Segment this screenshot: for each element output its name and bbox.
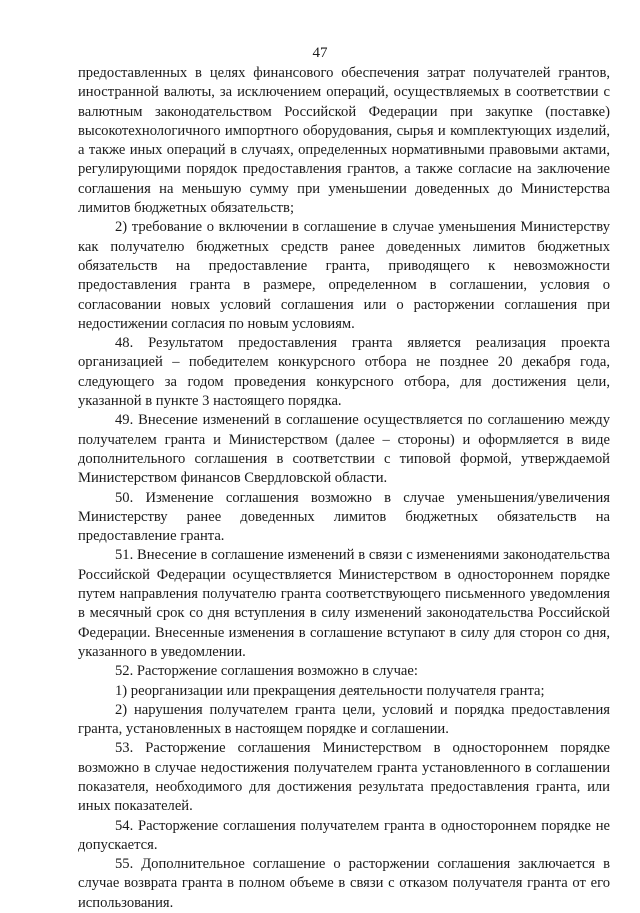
- paragraph-52-item-1: 1) реорганизации или прекращения деятельности получателя гранта;: [115, 682, 545, 699]
- paragraph-52: 52. Расторжение соглашения возможно в случае:: [115, 663, 418, 680]
- paragraph-52-item-2: 2) нарушения получателем гранта цели, условий и порядка предоставления гранта, установленных в настоящем порядке и соглашении.: [78, 701, 610, 738]
- document-body: [78, 64, 610, 913]
- paragraph-item-2-requirement: 2) требование о включении в соглашение в случае уменьшения Министерству как получателю бюджетных средств ранее доведенных лимитов бюджетных обязательств на предоставление гранта, приводящего к невозможности предоставления гранта в размере, определенном в соглашении, условия о согласовании новых условий соглашения или о расторжении соглашения при недостижении согласия по новым условиям.: [78, 219, 610, 332]
- paragraph-55: 55. Дополнительное соглашение о расторжении соглашения заключается в случае возврата гранта в полном объеме в связи с отказом получателя гранта от его использования.: [78, 856, 610, 911]
- paragraph-48: 48. Результатом предоставления гранта является реализация проекта организацией – победителем конкурсного отбора не позднее 20 декабря года, следующего за годом проведения конкурсного отбора, для достижения цели, указанной в пункте 3 настоящего порядка.: [78, 335, 610, 410]
- paragraph-51: 51. Внесение в соглашение изменений в связи с изменениями законодательства Российской Федерации осуществляется Министерством в одностороннем порядке путем направления получателю гранта соответствующего письменного уведомления в месячный срок со дня вступления в силу изменений законодательства Российской Федерации. Внесенные изменения в соглашение вступают в силу для сторон со дня, указанного в уведомлении.: [78, 547, 610, 660]
- paragraph-53: 53. Расторжение соглашения Министерством в одностороннем порядке возможно в случае недостижения получателем гранта установленного в соглашении показателя, необходимого для достижения результата предоставления гранта, или иных показателей.: [78, 740, 610, 815]
- page-number: 47: [312, 45, 328, 61]
- paragraph-50: 50. Изменение соглашения возможно в случае уменьшения/увеличения Министерству ранее доведенных лимитов бюджетных обязательств на предоставление гранта.: [78, 489, 610, 545]
- paragraph-continued: предоставленных в целях финансового обеспечения затрат получателей грантов, иностранной валюты, за исключением операций, осуществляемых в соответствии с валютным законодательством Российской Федерации при закупке (поставке) высокотехнологичного импортного оборудования, сырья и комплектующих изделий, а также иных операций в случаях, определенных нормативными правовыми актами, регулирующими порядок предоставления грантов, а также согласие на заключение соглашения на меньшую сумму при уменьшении доведенных до Министерства лимитов бюджетных обязательств;: [78, 65, 610, 217]
- paragraph-54: 54. Расторжение соглашения получателем гранта в одностороннем порядке не допускается.: [78, 817, 610, 853]
- paragraph-49: 49. Внесение изменений в соглашение осуществляется по соглашению между получателем гранта и Министерством (далее – стороны) и оформляется в виде дополнительного соглашения в соответствии с типовой формой, утверждаемой Министерством финансов Свердловской области.: [78, 412, 610, 487]
